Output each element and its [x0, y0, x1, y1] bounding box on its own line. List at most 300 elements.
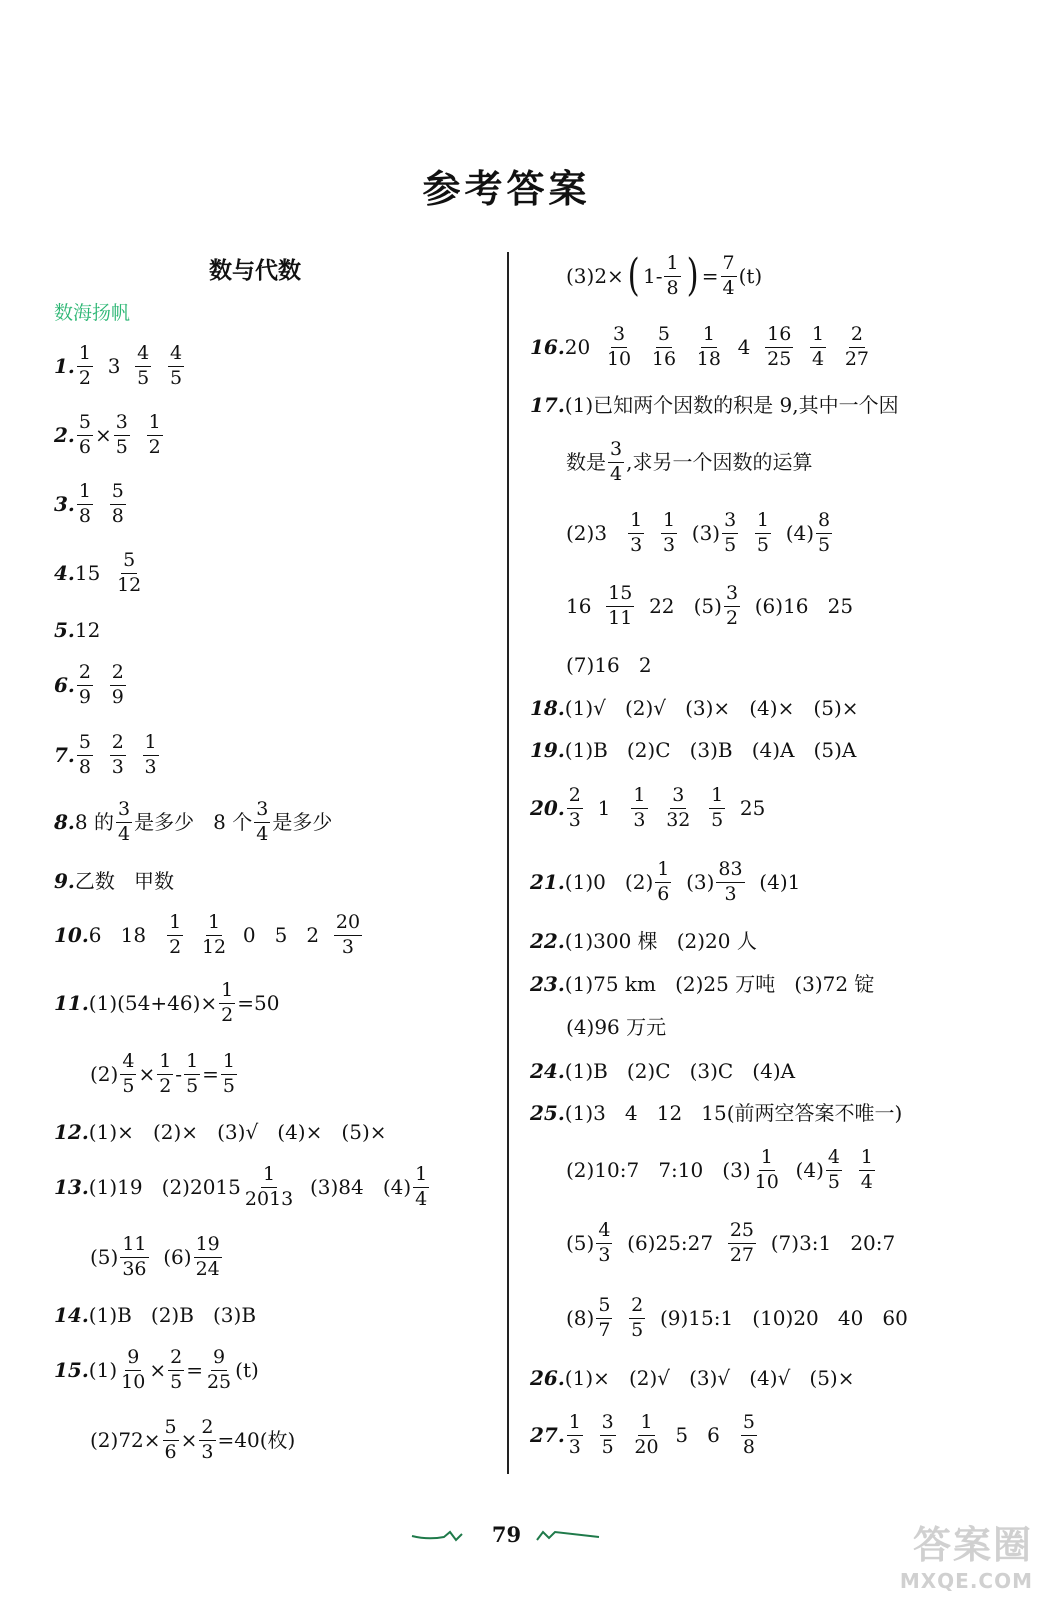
- fraction-denominator: 27: [729, 1243, 755, 1266]
- fraction-numerator: 1: [810, 325, 826, 348]
- fraction: [77, 730, 93, 778]
- answer-text: (4)96 万元: [566, 1015, 667, 1039]
- fraction-denominator: 3: [144, 755, 157, 778]
- fraction-denominator: 5: [137, 366, 150, 389]
- fraction: [709, 783, 725, 831]
- fraction-numerator: 15: [606, 584, 634, 607]
- fraction-numerator: 9: [125, 1348, 141, 1371]
- question-number: 26.: [530, 1366, 565, 1390]
- fraction-numerator: 3: [611, 325, 627, 348]
- answer-text: (t): [235, 1358, 259, 1382]
- fraction-numerator: 5: [77, 413, 93, 436]
- question-number: 9.: [54, 869, 75, 893]
- fraction-numerator: 9: [211, 1348, 227, 1371]
- fraction-numerator: 4: [596, 1221, 612, 1244]
- answer-text: ×: [180, 1428, 198, 1452]
- question-number: 21.: [530, 870, 565, 894]
- fraction-numerator: 3: [254, 800, 270, 823]
- large-parenthesis: (: [627, 250, 640, 301]
- fraction: [600, 1410, 616, 1458]
- fraction: [168, 1345, 184, 1393]
- fraction-denominator: 5: [818, 533, 831, 556]
- fraction-numerator: 4: [135, 344, 151, 367]
- answer-text: (3): [679, 521, 721, 545]
- fraction-numerator: 1: [221, 1052, 237, 1075]
- fraction-denominator: 2: [159, 1074, 172, 1097]
- fraction: [120, 1232, 148, 1280]
- answer-text: (2)3: [566, 521, 627, 545]
- fraction: [826, 1145, 842, 1193]
- fraction: [120, 1049, 136, 1097]
- fraction: [606, 581, 634, 629]
- fraction: [605, 322, 633, 370]
- fraction-denominator: 5: [170, 1370, 183, 1393]
- fraction-numerator: 4: [826, 1148, 842, 1171]
- answer-text: (4): [773, 521, 815, 545]
- page-title: 参考答案: [422, 167, 591, 211]
- fraction-numerator: 5: [741, 1413, 757, 1436]
- question-number: 12.: [54, 1120, 89, 1144]
- answer-text: 乙数 甲数: [74, 869, 174, 893]
- answer-text: (9)15:1 (10)20 40 60: [647, 1306, 908, 1330]
- answer-text: (7)16 2: [566, 653, 652, 677]
- fraction: [135, 341, 151, 389]
- fraction-numerator: 2: [77, 663, 93, 686]
- fraction: [661, 508, 677, 556]
- fraction-denominator: 4: [860, 1170, 873, 1193]
- fraction-numerator: 83: [716, 860, 744, 883]
- answer-text: [795, 337, 808, 357]
- fraction-numerator: 2: [110, 663, 126, 686]
- answer-text: (1)300 棵 (2)20 人: [564, 929, 757, 953]
- fraction-denominator: 16: [651, 347, 677, 370]
- fraction-numerator: 2: [110, 733, 126, 756]
- answer-text: 12: [74, 618, 101, 642]
- fraction-denominator: 5: [169, 366, 183, 389]
- fraction-denominator: 5: [711, 808, 724, 831]
- fraction: [724, 581, 740, 629]
- question-number: 16.: [530, 335, 565, 359]
- answer-text: 0 5 2: [230, 923, 332, 947]
- question-number: 13.: [54, 1175, 89, 1199]
- answer-text: [95, 494, 108, 514]
- fraction-numerator: 3: [116, 800, 132, 823]
- fraction-numerator: 3: [724, 584, 740, 607]
- fraction-numerator: 4: [120, 1052, 136, 1075]
- fraction-denominator: 4: [722, 276, 735, 299]
- fraction-numerator: 5: [656, 325, 672, 348]
- fraction-denominator: 5: [186, 1074, 199, 1097]
- fraction: [194, 1232, 222, 1280]
- answer-text: (5): [90, 1245, 119, 1269]
- answer-text: =: [186, 1358, 203, 1382]
- fraction-denominator: 11: [608, 606, 633, 629]
- answer-text: [132, 425, 145, 445]
- answer-text: =50: [237, 991, 280, 1015]
- fraction-numerator: 1: [206, 913, 222, 936]
- fraction-numerator: 1: [709, 786, 725, 809]
- fraction: [753, 1145, 781, 1193]
- fraction-denominator: 18: [696, 347, 721, 370]
- answer-text: 3: [94, 354, 134, 378]
- question-number: 17.: [530, 393, 565, 417]
- fraction-denominator: 4: [117, 822, 131, 845]
- fraction-denominator: 8: [742, 1435, 756, 1458]
- fraction: [221, 1049, 237, 1097]
- answer-text: [650, 798, 663, 818]
- fraction: [116, 797, 132, 845]
- answer-text: 22 (5): [636, 594, 722, 618]
- answer-text: (8): [566, 1306, 595, 1330]
- answer-text: [828, 337, 841, 357]
- answer-text: [618, 1425, 631, 1445]
- fraction-numerator: 1: [413, 1165, 429, 1188]
- answer-text: (3)2×: [566, 264, 624, 288]
- fraction-denominator: 4: [256, 822, 269, 845]
- fraction-numerator: 1: [157, 1052, 173, 1075]
- answer-text: (3): [673, 870, 715, 894]
- answer-text: [153, 356, 166, 376]
- fraction-denominator: 6: [164, 1440, 177, 1463]
- fraction-denominator: 27: [844, 347, 870, 370]
- fraction-numerator: 1: [219, 981, 235, 1004]
- fraction: [632, 1410, 660, 1458]
- question-number: 25.: [530, 1101, 565, 1125]
- answer-text: [694, 798, 707, 818]
- fraction: [205, 1345, 233, 1393]
- fraction-numerator: 5: [596, 1296, 612, 1319]
- fraction: [859, 1145, 875, 1193]
- fraction-denominator: 10: [606, 347, 632, 370]
- answer-text: (t): [738, 264, 763, 288]
- answer-text: (2): [90, 1062, 119, 1086]
- question-number: 8.: [54, 810, 75, 834]
- fraction-numerator: 1: [77, 344, 93, 367]
- fraction-numerator: 4: [168, 344, 184, 367]
- fraction-numerator: 1: [664, 254, 680, 277]
- fraction: [567, 1410, 583, 1458]
- subsection-title: 数海扬帆: [54, 302, 131, 324]
- question-number: 22.: [530, 929, 565, 953]
- question-number: 19.: [530, 738, 565, 762]
- fraction-denominator: 9: [78, 685, 91, 708]
- fraction: [567, 783, 583, 831]
- fraction: [655, 857, 671, 905]
- fraction: [114, 410, 130, 458]
- answer-text: (1)3 4 12 15(前两空答案不唯一): [564, 1101, 903, 1125]
- answer-text: ,求另一个因数的运算: [626, 450, 813, 474]
- fraction-numerator: 2: [567, 786, 583, 809]
- fraction-numerator: 1: [701, 325, 717, 348]
- answer-text: 4: [724, 335, 764, 359]
- right-wave-ornament-icon: [533, 1528, 603, 1542]
- fraction: [629, 1293, 645, 1341]
- answer-text: [185, 925, 198, 945]
- answer-text: (6)25:27: [614, 1231, 726, 1255]
- answer-text: (1)已知两个因数的积是 9,其中一个因: [564, 393, 899, 417]
- fraction-denominator: 3: [724, 882, 737, 905]
- answer-text: ×: [94, 423, 112, 447]
- fraction-numerator: 1: [567, 1413, 583, 1436]
- question-number: 4.: [54, 561, 75, 585]
- question-number: 10.: [54, 923, 89, 947]
- answer-text: ×: [138, 1062, 156, 1086]
- answer-text: 15: [74, 561, 114, 585]
- fraction-numerator: 2: [849, 325, 865, 348]
- fraction-denominator: 2: [221, 1003, 234, 1026]
- fraction: [184, 1049, 200, 1097]
- answer-text: 1-: [642, 264, 663, 288]
- fraction-numerator: 5: [121, 551, 137, 574]
- fraction-denominator: 20: [634, 1435, 659, 1458]
- fraction: [77, 479, 93, 527]
- fraction-denominator: 3: [662, 533, 676, 556]
- fraction: [119, 1345, 147, 1393]
- answer-text: [614, 1308, 627, 1328]
- section-title: 数与代数: [209, 258, 301, 284]
- answer-text: 20: [564, 335, 603, 359]
- answer-text: (1)(54+46)×: [88, 991, 218, 1015]
- fraction-numerator: 11: [120, 1235, 148, 1258]
- answer-text: 16: [566, 594, 605, 618]
- fraction-numerator: 1: [638, 1413, 654, 1436]
- fraction: [167, 910, 183, 958]
- fraction: [810, 322, 826, 370]
- answer-text: [680, 337, 693, 357]
- fraction: [695, 322, 723, 370]
- fraction: [219, 978, 235, 1026]
- question-number: 5.: [54, 618, 75, 642]
- fraction-denominator: 8: [666, 276, 679, 299]
- fraction-numerator: 1: [261, 1165, 277, 1188]
- fraction: [199, 1415, 215, 1463]
- fraction: [168, 341, 184, 389]
- fraction-denominator: 12: [117, 573, 142, 596]
- fraction-numerator: 2: [629, 1296, 645, 1319]
- fraction-denominator: 2: [78, 366, 91, 389]
- answer-text: ×: [149, 1358, 167, 1382]
- fraction-denominator: 3: [598, 1243, 611, 1266]
- fraction-denominator: 5: [827, 1170, 840, 1193]
- fraction-denominator: 4: [415, 1187, 428, 1210]
- fraction-numerator: 5: [163, 1418, 179, 1441]
- question-number: 20.: [530, 796, 565, 820]
- fraction-denominator: 2: [725, 606, 739, 629]
- answer-text: (1)75 km (2)25 万吨 (3)72 锭: [564, 972, 875, 996]
- fraction-denominator: 25: [206, 1370, 232, 1393]
- fraction: [243, 1162, 295, 1210]
- fraction-numerator: 1: [631, 786, 647, 809]
- fraction: [596, 1218, 612, 1266]
- fraction-numerator: 3: [608, 440, 624, 463]
- question-number: 2.: [54, 423, 75, 447]
- fraction-numerator: 16: [765, 325, 793, 348]
- fraction-numerator: 1: [184, 1052, 200, 1075]
- answer-text: (7)3:1 20:7: [758, 1231, 896, 1255]
- fraction: [413, 1162, 429, 1210]
- fraction: [721, 251, 737, 299]
- fraction-numerator: 1: [655, 860, 671, 883]
- fraction: [741, 1410, 757, 1458]
- fraction-denominator: 24: [195, 1257, 220, 1280]
- fraction-numerator: 1: [661, 511, 677, 534]
- answer-text: (1)√ (2)√ (3)× (4)× (5)×: [564, 696, 859, 720]
- question-number: 6.: [54, 673, 75, 697]
- fraction-denominator: 3: [111, 755, 124, 778]
- answer-text: -: [175, 1062, 183, 1086]
- fraction-denominator: 3: [341, 935, 355, 958]
- fraction-numerator: 5: [77, 733, 93, 756]
- fraction: [110, 479, 126, 527]
- fraction-numerator: 25: [728, 1221, 756, 1244]
- fraction-numerator: 1: [759, 1148, 775, 1171]
- fraction-numerator: 1: [147, 413, 163, 436]
- fraction-denominator: 25: [767, 347, 792, 370]
- answer-text: =: [202, 1062, 219, 1086]
- question-number: 23.: [530, 972, 565, 996]
- fraction-denominator: 2013: [244, 1187, 294, 1210]
- fraction-numerator: 3: [600, 1413, 616, 1436]
- question-number: 3.: [54, 492, 75, 516]
- fraction: [755, 508, 771, 556]
- question-number: 18.: [530, 696, 565, 720]
- answer-text: =: [701, 264, 719, 288]
- question-number: 27.: [530, 1423, 565, 1447]
- fraction: [596, 1293, 612, 1341]
- fraction-denominator: 5: [122, 1074, 135, 1097]
- fraction-denominator: 2: [148, 435, 161, 458]
- fraction: [664, 783, 692, 831]
- answer-text: (6)16 25: [742, 594, 854, 618]
- fraction-denominator: 5: [724, 533, 737, 556]
- large-parenthesis: ): [686, 250, 699, 301]
- answer-text: [844, 1160, 857, 1180]
- answer-text: [95, 745, 108, 765]
- answer-text: (1)B (2)C (3)B (4)A (5)A: [564, 738, 857, 762]
- fraction: [650, 322, 678, 370]
- fraction-denominator: 6: [78, 435, 91, 458]
- fraction-numerator: 1: [859, 1148, 875, 1171]
- fraction-numerator: 8: [816, 511, 832, 534]
- question-number: 15.: [54, 1358, 89, 1382]
- fraction: [115, 548, 143, 596]
- fraction: [163, 1415, 179, 1463]
- answer-text: (1)× (2)√ (3)√ (4)√ (5)×: [564, 1366, 855, 1390]
- fraction-numerator: 1: [77, 482, 93, 505]
- answer-text: 是多少: [272, 810, 333, 834]
- question-number: 11.: [54, 991, 89, 1015]
- fraction: [716, 857, 744, 905]
- answer-text: 数是: [566, 450, 606, 474]
- fraction: [334, 910, 362, 958]
- fraction-numerator: 5: [110, 482, 126, 505]
- fraction: [110, 660, 126, 708]
- answer-text: [585, 1425, 598, 1445]
- answer-text: (1)19 (2)2015: [88, 1175, 241, 1199]
- fraction-denominator: 6: [657, 882, 670, 905]
- fraction-numerator: 2: [199, 1418, 215, 1441]
- fraction: [77, 410, 93, 458]
- fraction-denominator: 3: [630, 533, 643, 556]
- fraction-denominator: 4: [610, 462, 623, 485]
- fraction-denominator: 3: [568, 1435, 581, 1458]
- answer-text: (4)1: [746, 870, 801, 894]
- fraction-numerator: 1: [628, 511, 644, 534]
- answer-text: 8 的: [74, 810, 114, 834]
- fraction: [722, 508, 738, 556]
- fraction-denominator: 36: [122, 1257, 147, 1280]
- fraction-numerator: 3: [722, 511, 738, 534]
- fraction-denominator: 7: [598, 1318, 611, 1341]
- answer-text: =40(枚): [217, 1428, 296, 1452]
- fraction: [728, 1218, 756, 1266]
- fraction-denominator: 3: [633, 808, 646, 831]
- fraction: [765, 322, 793, 370]
- fraction-numerator: 19: [194, 1235, 222, 1258]
- answer-text: 5 6: [662, 1423, 739, 1447]
- answer-text: 25: [727, 796, 766, 820]
- question-number: 14.: [54, 1303, 89, 1327]
- fraction: [157, 1049, 173, 1097]
- answer-text: (1)B (2)B (3)B: [88, 1303, 257, 1327]
- fraction: [631, 783, 647, 831]
- fraction-denominator: 5: [631, 1318, 644, 1341]
- fraction-denominator: 10: [121, 1370, 146, 1393]
- answer-text: (5): [566, 1231, 595, 1255]
- fraction: [628, 508, 644, 556]
- question-number: 1.: [54, 354, 75, 378]
- answer-text: (6): [150, 1245, 192, 1269]
- answer-text: (2)10:7 7:10 (3): [566, 1158, 751, 1182]
- fraction-denominator: 3: [201, 1440, 214, 1463]
- answer-text: (4): [782, 1158, 824, 1182]
- fraction-denominator: 4: [812, 347, 825, 370]
- fraction-denominator: 8: [111, 504, 124, 527]
- answer-text: 是多少 8 个: [134, 810, 253, 834]
- answer-text: [635, 337, 648, 357]
- fraction: [110, 730, 126, 778]
- fraction: [816, 508, 832, 556]
- answer-text: 6 18: [88, 923, 166, 947]
- fraction: [147, 410, 163, 458]
- answer-text: [95, 675, 108, 695]
- fraction-numerator: 1: [167, 913, 183, 936]
- question-number: 24.: [530, 1059, 565, 1083]
- answer-text: (1): [88, 1358, 118, 1382]
- fraction-denominator: 32: [666, 808, 691, 831]
- fraction: [843, 322, 871, 370]
- fraction-denominator: 9: [111, 685, 124, 708]
- fraction-denominator: 12: [201, 935, 227, 958]
- page-number: 79: [491, 1522, 522, 1547]
- answer-text: (1)B (2)C (3)C (4)A: [564, 1059, 796, 1083]
- answer-text: [646, 523, 659, 543]
- answer-text: [740, 523, 753, 543]
- fraction-denominator: 8: [78, 504, 91, 527]
- fraction-numerator: 1: [143, 733, 159, 756]
- answer-text: 1: [584, 796, 630, 820]
- fraction: [200, 910, 228, 958]
- fraction: [664, 251, 680, 299]
- fraction-denominator: 10: [754, 1170, 779, 1193]
- fraction: [254, 797, 270, 845]
- fraction: [143, 730, 159, 778]
- fraction-denominator: 5: [222, 1074, 236, 1097]
- fraction-numerator: 7: [721, 254, 737, 277]
- fraction-denominator: 5: [756, 533, 769, 556]
- fraction-denominator: 2: [169, 935, 182, 958]
- answer-text: (2)72×: [90, 1428, 161, 1452]
